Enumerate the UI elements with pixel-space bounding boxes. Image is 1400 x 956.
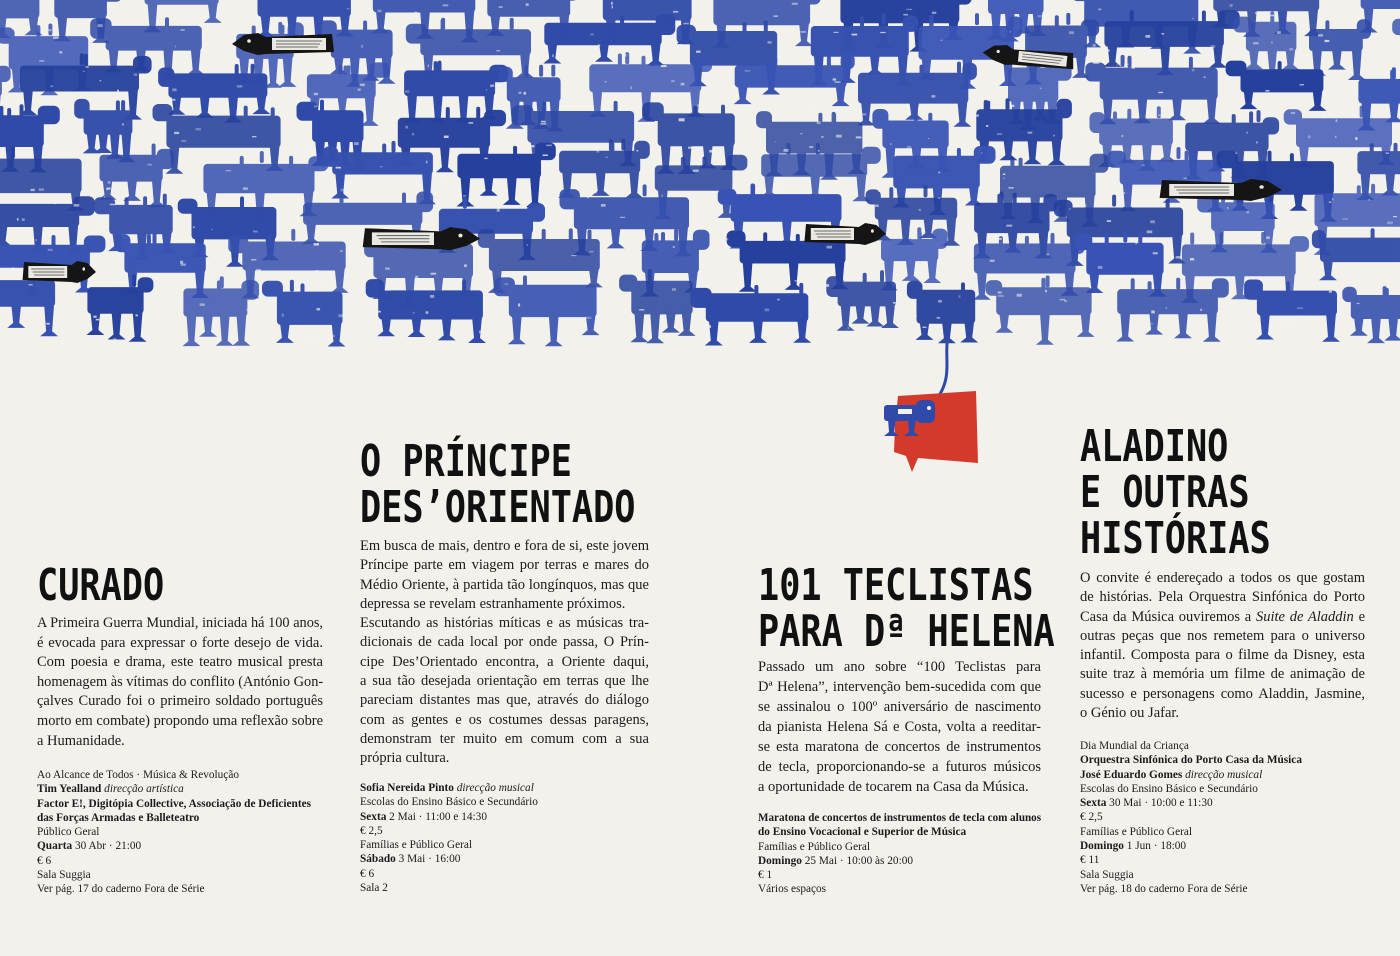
creature-head [718, 189, 737, 205]
creature-leg [678, 311, 696, 336]
bold-text: José Eduardo Gomes [1080, 768, 1183, 781]
paper-speck [706, 325, 711, 328]
body-text-line: Passado um ano sobre “100 Teclistas para [758, 659, 1041, 675]
paper-speck [12, 27, 13, 29]
credit-line [758, 825, 1041, 839]
credit-line [758, 811, 1041, 825]
creature-leg [7, 304, 25, 328]
creature-head [726, 155, 747, 171]
creature-head [693, 230, 710, 250]
paper-speck [348, 319, 352, 321]
creature-ear [1051, 233, 1055, 245]
paper-speck [1387, 222, 1393, 225]
creature-ear [721, 105, 725, 117]
event-curado [37, 0, 323, 956]
plain-text: 2 Mai · 11:00 e 14:30 [386, 810, 487, 823]
paper-speck [680, 337, 686, 339]
creature-leg [328, 322, 346, 347]
paper-speck [721, 148, 724, 150]
creature-body [642, 240, 699, 273]
paper-speck [340, 250, 343, 252]
creature-leg [739, 261, 757, 292]
body-text-line: é evocada para expressar o forte desejo de vida. [37, 634, 323, 651]
body-text-line: demonstram ter muito em comum com a sua [360, 730, 649, 747]
paper-speck [697, 104, 700, 107]
paper-speck [678, 56, 681, 58]
body-text-line: a sua tão desejada orientação em terras que lhe [360, 673, 649, 690]
plain-text: 25 Mai · 10:00 às 20:00 [801, 854, 914, 867]
bold-text: Quarta [37, 840, 73, 853]
plain-text: 1 Jun · 18:00 [1123, 840, 1187, 853]
italic-text: direcção musical [1182, 768, 1263, 781]
credit-line [1080, 839, 1365, 853]
plain-text: Casa da Música ouviremos a [1080, 608, 1256, 625]
event-description [758, 657, 1041, 797]
paper-speck [700, 90, 703, 91]
plain-text: e [1353, 608, 1365, 625]
credit-line [360, 781, 649, 795]
event-title-line: CURADO [37, 560, 165, 611]
creature-ear [1370, 143, 1374, 155]
creature-ear [743, 22, 747, 34]
paper-speck [709, 150, 715, 153]
bold-text: Domingo [1080, 840, 1124, 853]
creature-head [727, 231, 746, 248]
creature-ear [702, 156, 706, 168]
creature-head [695, 54, 712, 72]
body-text-line: a Humanidade. [37, 732, 125, 749]
creature-ear [693, 106, 697, 118]
paper-speck [755, 191, 757, 193]
body-text-line: Com poesia e drama, este teatro musical presta [37, 654, 323, 671]
body-text-line: Médio Oriente, à partida tão longínquos, mas que [360, 576, 649, 593]
paper-speck [696, 51, 701, 53]
paper-speck [688, 147, 693, 149]
creature-ear [1046, 275, 1050, 287]
paper-speck [326, 281, 328, 283]
credit-line: Vários espaços [758, 883, 827, 896]
paper-speck [1069, 31, 1074, 34]
creature-head [323, 147, 338, 167]
creature-ear [344, 66, 348, 78]
paper-speck [661, 65, 667, 67]
body-text-line: de tecla, proporcionando-se a futuros músicos [758, 759, 1041, 775]
plain-text: 30 Abr · 21:00 [72, 840, 142, 853]
paper-speck [31, 189, 35, 191]
italic-text: Suite de Aladdin [1255, 608, 1354, 625]
paper-speck [681, 83, 685, 86]
body-text-line: com as gentes e os costumes dessas paragens, [360, 711, 649, 728]
event-title [360, 436, 704, 533]
event-title [758, 560, 1129, 657]
bold-text: Orquestra Sinfónica do Porto Casa da Música [1080, 754, 1302, 767]
credit-line: € 11 [1080, 854, 1100, 867]
event-o-principe-desorientado [360, 0, 649, 956]
body-text-line: pareciam distantes mas que, através do diálogo [360, 692, 649, 709]
credit-line [37, 839, 323, 853]
paper-speck [12, 268, 15, 271]
paper-speck [347, 8, 350, 9]
creature-ear [751, 184, 755, 196]
paper-speck [1045, 290, 1047, 292]
paper-speck [1053, 135, 1055, 137]
credit-line: Público Geral [37, 826, 100, 839]
creature-head [1392, 19, 1400, 35]
event-credits [37, 768, 323, 897]
body-text-line: se assinalou o 100º aniversário de nascimento [758, 699, 1041, 715]
creature-head [0, 66, 11, 82]
paper-speck [17, 218, 19, 220]
body-text-line: outras peças que nos remetem para o universo [1080, 627, 1365, 644]
event-credits [1080, 739, 1365, 896]
event-description [360, 537, 649, 769]
event-title-line: DES’ORIENTADO [360, 482, 636, 533]
body-text-line: suite traz à memória um filme de animação de [1080, 666, 1365, 683]
event-title-line: 101 TECLISTAS [758, 560, 1034, 611]
creature-leg [0, 224, 12, 246]
credit-line: Ao Alcance de Todos · Música & Revolução [37, 769, 239, 781]
paper-speck [354, 142, 359, 145]
body-text-line: a oportunidade de tocarem na Casa da Música. [758, 779, 1029, 795]
creature-ear [674, 229, 678, 241]
bold-text: Sexta [360, 810, 387, 823]
paper-speck [15, 233, 18, 235]
credit-line: Sala Suggia [1080, 868, 1134, 881]
body-text-line: Príncipe parte em viagem por terras e mares do [360, 557, 649, 574]
creature-ear [1371, 228, 1375, 240]
body-text-line: çalves Curado foi o primeiro soldado português [37, 693, 323, 710]
italic-text: direcção musical [453, 782, 534, 794]
credit-line [360, 852, 649, 866]
event-credits [360, 781, 649, 895]
credit-line: € 6 [37, 854, 52, 867]
creature-ear [1066, 13, 1070, 25]
creature-leg [1384, 316, 1400, 341]
credit-line: Ver pág. 18 do caderno Fora de Série [1080, 882, 1248, 895]
paper-speck [29, 284, 33, 286]
body-text-line: Escutando as histórias míticas e as músicas tra- [360, 615, 649, 632]
creature-ear [1371, 184, 1375, 196]
event-aladino-e-outras-historias [1080, 0, 1365, 956]
credit-line: Escolas do Ensino Básico e Secundário [1080, 782, 1258, 795]
creature-head [656, 14, 676, 35]
paper-speck [707, 92, 711, 94]
credit-line: € 2,5 [1080, 811, 1103, 824]
event-title-line: PARA Dª HELENA [758, 606, 1055, 657]
event-description [1080, 569, 1365, 723]
event-description [37, 614, 323, 751]
event-title-line: O PRÍNCIPE [360, 436, 572, 487]
credit-line [37, 811, 323, 825]
body-text-line: morto em combate) propondo uma reflexão sobre [37, 712, 323, 729]
credit-line [37, 797, 323, 811]
creature-body [658, 113, 735, 146]
creature-ear [7, 108, 11, 120]
credit-line: € 6 [360, 867, 375, 880]
creature-ear [0, 106, 3, 118]
bold-text: Maratona de concertos de instrumentos de tecla com alunos [758, 812, 1042, 824]
paper-speck [1395, 17, 1399, 18]
paper-speck [662, 42, 665, 43]
paper-speck [1060, 299, 1065, 300]
body-text-line: O convite é endereçado a todos os que gostam [1080, 570, 1365, 586]
paper-speck [662, 195, 663, 198]
body-text-line [1080, 608, 1365, 627]
paper-speck [1386, 152, 1390, 154]
body-text-line: de histórias. Pela Orquestra Sinfónica do Porto [1080, 589, 1365, 606]
bold-text: Sofia Nereida Pinto [360, 782, 454, 794]
creature-ear [661, 232, 665, 244]
body-text-line: infantil. Composta para o filme da Disney, esta [1080, 647, 1365, 664]
paper-speck [687, 111, 692, 113]
creature-ear [681, 157, 685, 169]
bold-text: Sexta [1080, 797, 1107, 810]
creature-ear [11, 147, 15, 159]
paper-speck [671, 80, 674, 82]
body-text-line: se esta maratona de concertos de instrumentos [758, 739, 1041, 755]
body-text-line: dicionais de cada local por onde passa, O Prín- [360, 634, 649, 651]
plain-text: 30 Mai · 10:00 e 11:30 [1106, 797, 1213, 810]
bold-text: Sábado [360, 853, 396, 866]
paper-speck [745, 70, 751, 72]
credit-line [1080, 796, 1365, 810]
creature-leg [331, 268, 349, 293]
paper-speck [672, 288, 676, 291]
paper-speck [732, 287, 735, 290]
paper-speck [1393, 216, 1397, 217]
credit-line: € 1 [758, 869, 773, 882]
credit-line [758, 854, 1041, 868]
creature-ear [339, 65, 343, 77]
paper-speck [709, 217, 711, 219]
creature-head [690, 288, 711, 308]
creature-head [677, 25, 696, 44]
event-title-line: ALADINO [1080, 421, 1229, 472]
body-text-line: Em busca de mais, dentro e fora de si, este jovem [360, 538, 649, 554]
body-text-line: A Primeira Guerra Mundial, iniciada há 100 anos, [37, 615, 323, 631]
paper-speck [679, 118, 685, 121]
creature-ear [1055, 15, 1059, 27]
paper-speck [673, 11, 678, 13]
creature-leg [647, 42, 665, 66]
credit-line: Famílias e Público Geral [758, 840, 871, 853]
creature-body [655, 165, 733, 190]
credit-line: Ver pág. 17 do caderno Fora de Série [37, 883, 205, 896]
paper-speck [341, 189, 345, 192]
paper-speck [666, 274, 670, 276]
bold-text: do Ensino Vocacional e Superior de Música [758, 826, 967, 839]
bold-text: Factor E!, Digitópia Collective, Associação de Deficientes [37, 797, 311, 810]
creature-ear [20, 104, 24, 116]
creature-ear [1394, 143, 1398, 155]
bold-text: Domingo [758, 854, 802, 867]
credit-line: Famílias e Público Geral [360, 839, 473, 852]
credit-line: Sala Suggia [37, 869, 91, 882]
body-text-line: sucesso e personagens como Aladdin, Jasmine, [1080, 685, 1365, 702]
creature-leg [705, 319, 723, 346]
creature-ear [1041, 278, 1045, 290]
body-text-line: da pianista Helena Sá e Costa, volta a reeditar- [758, 719, 1041, 735]
event-101-teclistas [758, 0, 1055, 956]
creature-head [0, 27, 15, 43]
credit-line: Famílias e Público Geral [1080, 825, 1193, 838]
paper-speck [693, 170, 699, 172]
credit-line [360, 810, 649, 824]
body-text-line: Dª Helena”, intervenção bem-sucedida com que [758, 679, 1041, 695]
paper-speck [22, 218, 25, 221]
credit-line: € 2,5 [360, 824, 383, 837]
creature-leg [699, 143, 717, 168]
creature-ear [340, 192, 344, 204]
bold-text: Tim Yealland [37, 783, 102, 796]
paper-speck [684, 23, 689, 25]
event-title-line: E OUTRAS [1080, 467, 1250, 518]
paper-speck [673, 246, 675, 248]
bold-text: das Forças Armadas e Balleteatro [37, 811, 200, 824]
paper-speck [1381, 319, 1383, 321]
credit-line [1080, 768, 1365, 782]
paper-speck [723, 238, 728, 240]
credit-line [1080, 753, 1365, 767]
body-text-line: própria cultura. [360, 750, 450, 767]
paper-speck [754, 146, 755, 147]
event-title [37, 560, 196, 611]
paper-speck [1047, 253, 1049, 255]
body-text-line: o Génio ou Jafar. [1080, 705, 1180, 722]
paper-speck [333, 335, 334, 337]
body-text-line: depressa se revelam estranhamente próximos. [360, 595, 626, 612]
body-text-line: homenagem às vítimas do conflito (António Gon- [37, 673, 324, 690]
credit-line: Escolas do Ensino Básico e Secundário [360, 796, 538, 809]
paper-speck [338, 314, 343, 317]
paper-speck [1379, 263, 1382, 266]
paper-speck [336, 167, 341, 169]
creature-ear [1385, 288, 1389, 300]
paper-speck [1374, 16, 1376, 19]
event-credits [758, 811, 1041, 897]
plain-text: 3 Mai · 16:00 [395, 853, 461, 866]
creature-head [1057, 99, 1072, 119]
event-title [1080, 421, 1318, 564]
credit-line: Dia Mundial da Criança [1080, 740, 1189, 752]
credit-line [37, 782, 323, 796]
event-title-line: HISTÓRIAS [1080, 513, 1271, 564]
paper-speck [350, 22, 352, 24]
paper-speck [1369, 199, 1371, 201]
credit-line: Sala 2 [360, 882, 388, 895]
creature-leg [1381, 171, 1399, 195]
creature-ear [1392, 67, 1396, 79]
paper-speck [1069, 208, 1071, 210]
italic-text: direcção artística [101, 783, 184, 796]
paper-speck [324, 193, 327, 195]
creature-leg [662, 311, 680, 332]
creature-ear [654, 233, 658, 245]
paper-speck [1063, 160, 1065, 162]
body-text-line: cipe Des’Orientado encontra, a Oriente daqui, [360, 653, 649, 670]
paper-speck [1064, 300, 1067, 301]
